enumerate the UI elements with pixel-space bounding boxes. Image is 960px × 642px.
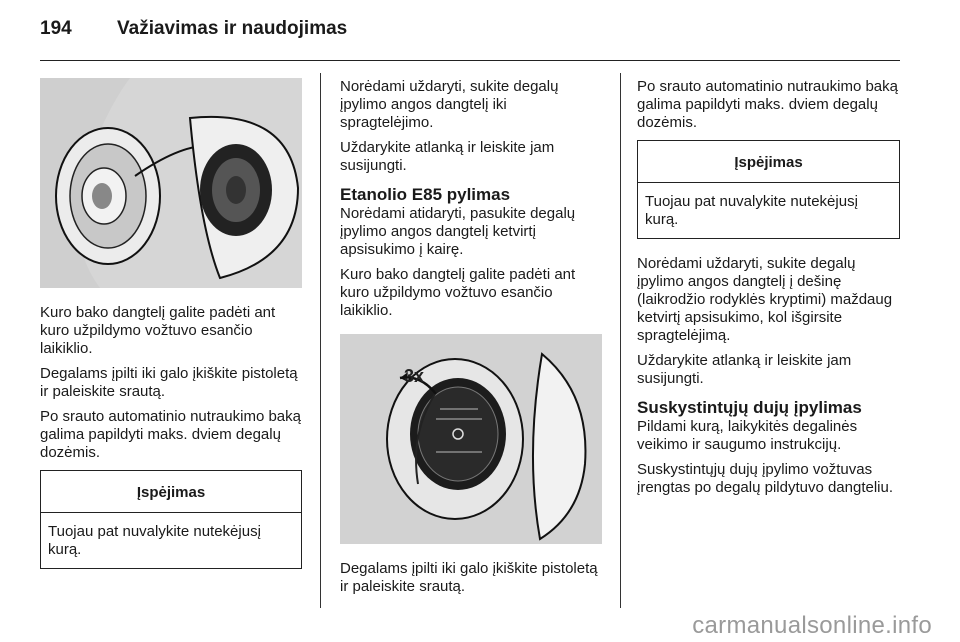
paragraph: Uždarykite atlanką ir leiskite jam susijungti. — [340, 139, 555, 174]
paragraph: Pildami kurą, laikykitės degalinės veikimo ir saugumo instrukcijų. — [637, 418, 858, 453]
column-divider-2 — [620, 73, 621, 608]
watermark: carmanualsonline.info — [692, 612, 932, 639]
paragraph: Uždarykite atlanką ir leiskite jam susijungti. — [637, 352, 852, 387]
paragraph: Kuro bako dangtelį galite padėti ant kuro užpildymo vožtuvo esančio laikiklio. — [340, 266, 576, 319]
paragraph: Kuro bako dangtelį galite padėti ant kuro užpildymo vožtuvo esančio laikiklio. — [40, 304, 276, 357]
column-2 — [340, 78, 602, 603]
warning-body: Tuojau pat nuvalykite nutekėjusį kurą. — [645, 193, 858, 228]
warning-body: Tuojau pat nuvalykite nutekėjusį kurą. — [48, 523, 261, 558]
paragraph: Norėdami uždaryti, sukite degalų įpylimo angos dangtelį iki spragtelėjimo. — [340, 78, 559, 131]
section-title: Važiavimas ir naudojimas — [117, 18, 348, 39]
rotation-count-label: 3x — [404, 366, 425, 386]
paragraph: Degalams įpilti iki galo įkiškite pistoletą ir paleiskite srautą. — [340, 560, 598, 595]
page-number: 194 — [40, 18, 72, 39]
fuel-cap-illustration — [40, 78, 302, 288]
section-heading-e85: Etanolio E85 pylimas — [340, 185, 511, 204]
paragraph: Norėdami uždaryti, sukite degalų įpylimo angos dangtelį į dešinę (laikrodžio rodyklės kryptimi) maždaug ketvirtį apsisukimo, kol išgirsite spragtelėjimą. — [637, 255, 893, 344]
column-divider-1 — [320, 73, 321, 608]
paragraph: Po srauto automatinio nutraukimo baką galima papildyti maks. dviem degalų dozėmis. — [40, 408, 301, 461]
column-1 — [40, 78, 302, 569]
warning-box — [637, 140, 900, 239]
warning-box — [40, 470, 302, 569]
paragraph: Suskystintųjų dujų įpylimo vožtuvas įrengtas po degalų pildytuvo dangteliu. — [637, 461, 894, 496]
section-heading-lpg: Suskystintųjų dujų įpylimas — [637, 398, 862, 417]
paragraph: Degalams įpilti iki galo įkiškite pistoletą ir paleiskite srautą. — [40, 365, 298, 400]
warning-title: Įspėjimas — [41, 471, 301, 513]
page-header — [40, 18, 347, 48]
e85-cap-illustration — [340, 334, 602, 544]
header-rule — [40, 60, 900, 61]
paragraph: Norėdami atidaryti, pasukite degalų įpylimo angos dangtelį ketvirtį apsisukimo į kairę. — [340, 205, 576, 258]
warning-title: Įspėjimas — [638, 141, 899, 183]
paragraph: Po srauto automatinio nutraukimo baką galima papildyti maks. dviem degalų dozėmis. — [637, 78, 898, 131]
column-3 — [637, 78, 900, 504]
